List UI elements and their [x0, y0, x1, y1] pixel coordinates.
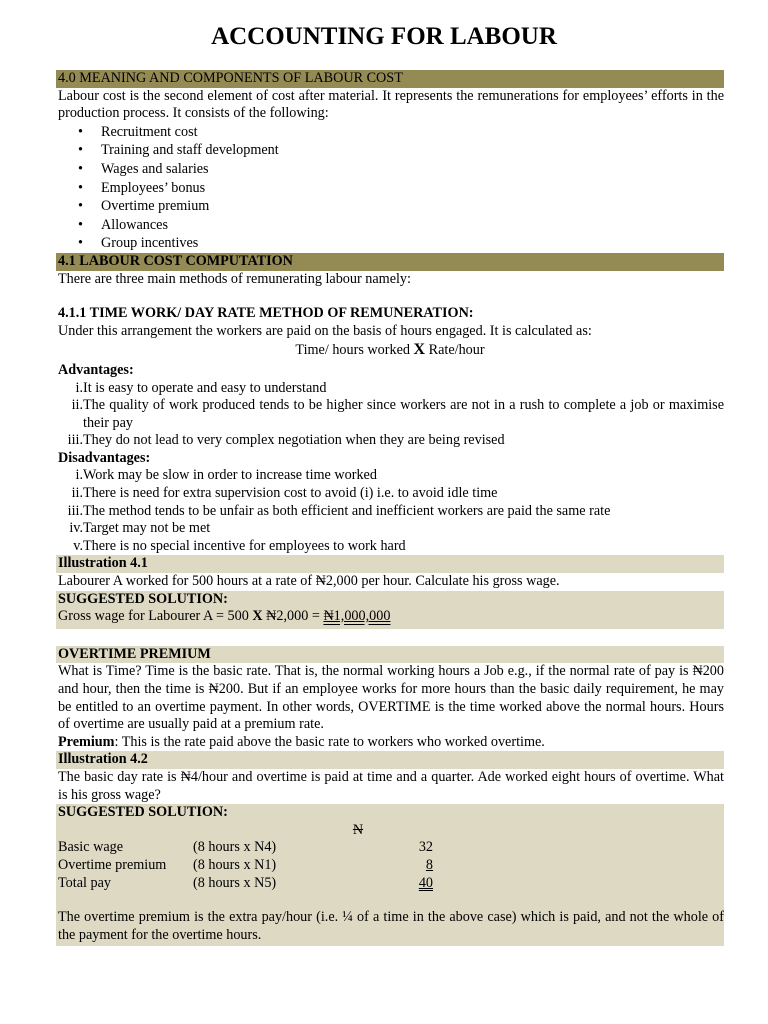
section-heading-4-0: 4.0 MEANING AND COMPONENTS OF LABOUR COST — [56, 70, 724, 88]
list-item: iii. The method tends to be unfair as both efficient and inefficient workers are paid the same rate — [67, 502, 611, 519]
list-item: ii. The quality of work produced tends to be higher since workers are not in a rush to complete a job or maximise their pay — [71, 397, 724, 431]
list-item: • Group incentives — [56, 235, 724, 253]
solution-heading: SUGGESTED SOLUTION: — [58, 804, 228, 821]
calc-cell: (8 hours x N5) — [193, 874, 277, 891]
currency-header: N — [352, 821, 364, 838]
wage-table — [58, 822, 724, 892]
overtime-paragraph: What is Time? Time is the basic rate. That is, the normal working hours a Job e.g., if the normal rate of pay is ₦200 and hour, then the time is ₦200. But if an employee works for more hours than the basic daily requirement, he may be entitled to an overtime payment. In other words, OVERTIME is the time worked above the normal hours. Hours of overtime are usually paid at a premium rate. — [58, 663, 724, 733]
list-item: • Training and staff development — [56, 142, 724, 160]
page-title: ACCOUNTING FOR LABOUR — [211, 23, 557, 50]
disadvantages-list — [56, 467, 724, 555]
overtime-note: The overtime premium is the extra pay/hour (i.e. ¼ of a time in the above case) which is paid, and not the whole of the payment for the overtime hours. — [58, 909, 724, 943]
table-row: Total pay (8 hours x N5) 40 — [58, 874, 433, 891]
list-item: iii. They do not lead to very complex negotiation when they are being revised — [67, 432, 505, 449]
calc-cell: (8 hours x N4) — [193, 839, 277, 856]
list-item: i. It is easy to operate and easy to understand — [75, 379, 327, 396]
illustration-4-2-text: The basic day rate is ₦4/hour and overtime is paid at time and a quarter. Ade worked eight hours of overtime. What is his gross wage? — [58, 768, 724, 803]
list-item: ii. There is need for extra supervision cost to avoid (i) i.e. to avoid idle time — [71, 485, 498, 502]
list-item: • Allowances — [56, 217, 724, 235]
table-row: Overtime premium (8 hours x N1) 8 — [58, 856, 433, 873]
table-row: Basic wage (8 hours x N4) 32 — [58, 839, 433, 856]
illustration-4-1-solution — [56, 591, 724, 629]
section-4-1-intro: There are three main methods of remunerating labour namely: — [58, 270, 411, 287]
calc-cell: (8 hours x N1) — [193, 856, 277, 873]
illustration-4-1-heading: Illustration 4.1 — [56, 555, 724, 573]
list-item: i. Work may be slow in order to increase time worked — [75, 467, 377, 484]
list-item: iv. Target may not be met — [69, 520, 211, 537]
list-item: • Employees’ bonus — [56, 180, 724, 198]
overtime-premium-heading: OVERTIME PREMIUM — [56, 646, 724, 664]
list-item: v. There is no special incentive for employees to work hard — [73, 537, 406, 554]
table-row — [58, 822, 724, 840]
solution-heading: SUGGESTED SOLUTION: — [58, 590, 228, 607]
list-item: • Wages and salaries — [56, 161, 724, 179]
illustration-4-1-text: Labourer A worked for 500 hours at a rate of ₦2,000 per hour. Calculate his gross wage. — [58, 573, 560, 590]
formula-multiply: X — [413, 341, 426, 359]
formula-right: Rate/hour — [425, 342, 485, 359]
list-item: • Overtime premium — [56, 198, 724, 216]
advantages-heading: Advantages: — [58, 361, 134, 378]
labour-cost-components-list — [56, 124, 724, 253]
section-heading-4-1: 4.1 LABOUR COST COMPUTATION — [56, 253, 724, 271]
section-4-0-intro: Labour cost is the second element of cost after material. It represents the remunerations for employees’ efforts in the production process. It consists of the following: — [58, 87, 724, 122]
section-heading-4-1-1: 4.1.1 TIME WORK/ DAY RATE METHOD OF REMUNERATION: — [58, 305, 474, 322]
advantages-list — [56, 380, 724, 450]
formula-left: Time/ hours worked — [295, 342, 414, 359]
formula-line — [56, 341, 724, 360]
list-item: • Recruitment cost — [56, 124, 724, 142]
solution-result: ₦1,000,000 — [323, 608, 391, 625]
disadvantages-heading: Disadvantages: — [58, 449, 151, 466]
illustration-4-2-solution — [56, 804, 724, 946]
illustration-4-2-heading: Illustration 4.2 — [56, 751, 724, 769]
section-4-1-1-intro: Under this arrangement the workers are paid on the basis of hours engaged. It is calculated as: — [58, 322, 592, 339]
solution-line: Gross wage for Labourer A = 500 X ₦2,000 = ₦1,000,000 — [58, 608, 391, 625]
document-body — [56, 70, 724, 946]
premium-definition: Premium: This is the rate paid above the basic rate to workers who worked overtime. — [58, 733, 545, 750]
